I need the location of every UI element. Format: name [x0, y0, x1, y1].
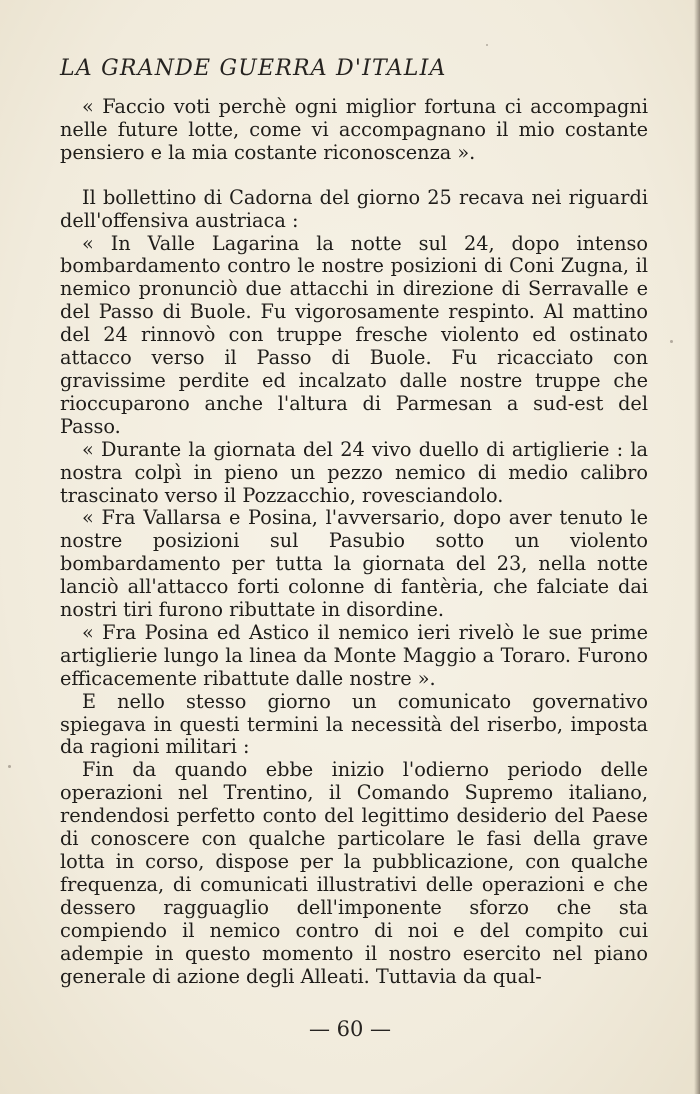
paragraph: « In Valle Lagarina la notte sul 24, dopo intenso bombardamento contro le nostre posizioni di Coni Zugna, il nemico pronunciò due attacchi in direzione di Serravalle e del Passo di Buole. Fu vigorosamente respinto. Al mattino del 24 rinnovò con truppe fresche violento ed ostinato attacco verso il Passo di Buole. Fu ricacciato con gravissime perdite ed incalzato dalle nostre truppe che rioccuparono anche l'altura di Parmesan a sud-est del Passo.	[60, 231, 648, 438]
paper-speck	[8, 765, 11, 768]
paragraph: « Durante la giornata del 24 vivo duello di artiglierie : la nostra colpì in pieno un pezzo nemico di medio calibro trascinato verso il Pozzacchio, rovesciandolo.	[60, 437, 648, 507]
page-number: — 60 —	[308, 1017, 392, 1041]
paper-speck	[486, 44, 488, 46]
body-text	[60, 96, 648, 988]
paragraph: « Fra Posina ed Astico il nemico ieri rivelò le sue prime artiglierie lungo la linea da Monte Maggio a Toraro. Furono efficacemente ribattute dalle nostre ».	[60, 620, 648, 690]
paragraph: Fin da quando ebbe inizio l'odierno periodo delle operazioni nel Trentino, il Comando Supremo italiano, rendendosi perfetto conto del legittimo desiderio del Paese di conoscere con qualche particolare le fasi della grave lotta in corso, dispose per la pubblicazione, con qualche frequenza, di comunicati illustrativi delle operazioni e che dessero ragguaglio dell'imponente sforzo che sta compiendo il nemico contro di noi e del compito cui adempie in questo momento il nostro esercito nel piano generale di azione degli Alleati. Tuttavia da qual-	[60, 758, 648, 988]
paragraph: Il bollettino di Cadorna del giorno 25 recava nei riguardi dell'offensiva austriaca :	[60, 185, 648, 232]
paragraph: « Fra Vallarsa e Posina, l'avversario, dopo aver tenuto le nostre posizioni sul Pasubio sotto un violento bombardamento per tutta la giornata del 23, nella notte lanciò all'attacco forti colonne di fantèria, che falciate dai nostri tiri furono ributtate in disordine.	[60, 506, 648, 622]
page-edge-shadow	[694, 0, 700, 1094]
paper-speck	[670, 340, 673, 343]
running-head: LA GRANDE GUERRA D'ITALIA	[60, 56, 447, 81]
paragraph: « Faccio voti perchè ogni miglior fortuna ci accompagni nelle future lotte, come vi accompagnano il mio costante pensiero e la mia costante riconoscenza ».	[60, 95, 648, 164]
paragraph: E nello stesso giorno un comunicato governativo spiegava in questi termini la necessità del riserbo, imposta da ragioni militari :	[60, 689, 648, 759]
